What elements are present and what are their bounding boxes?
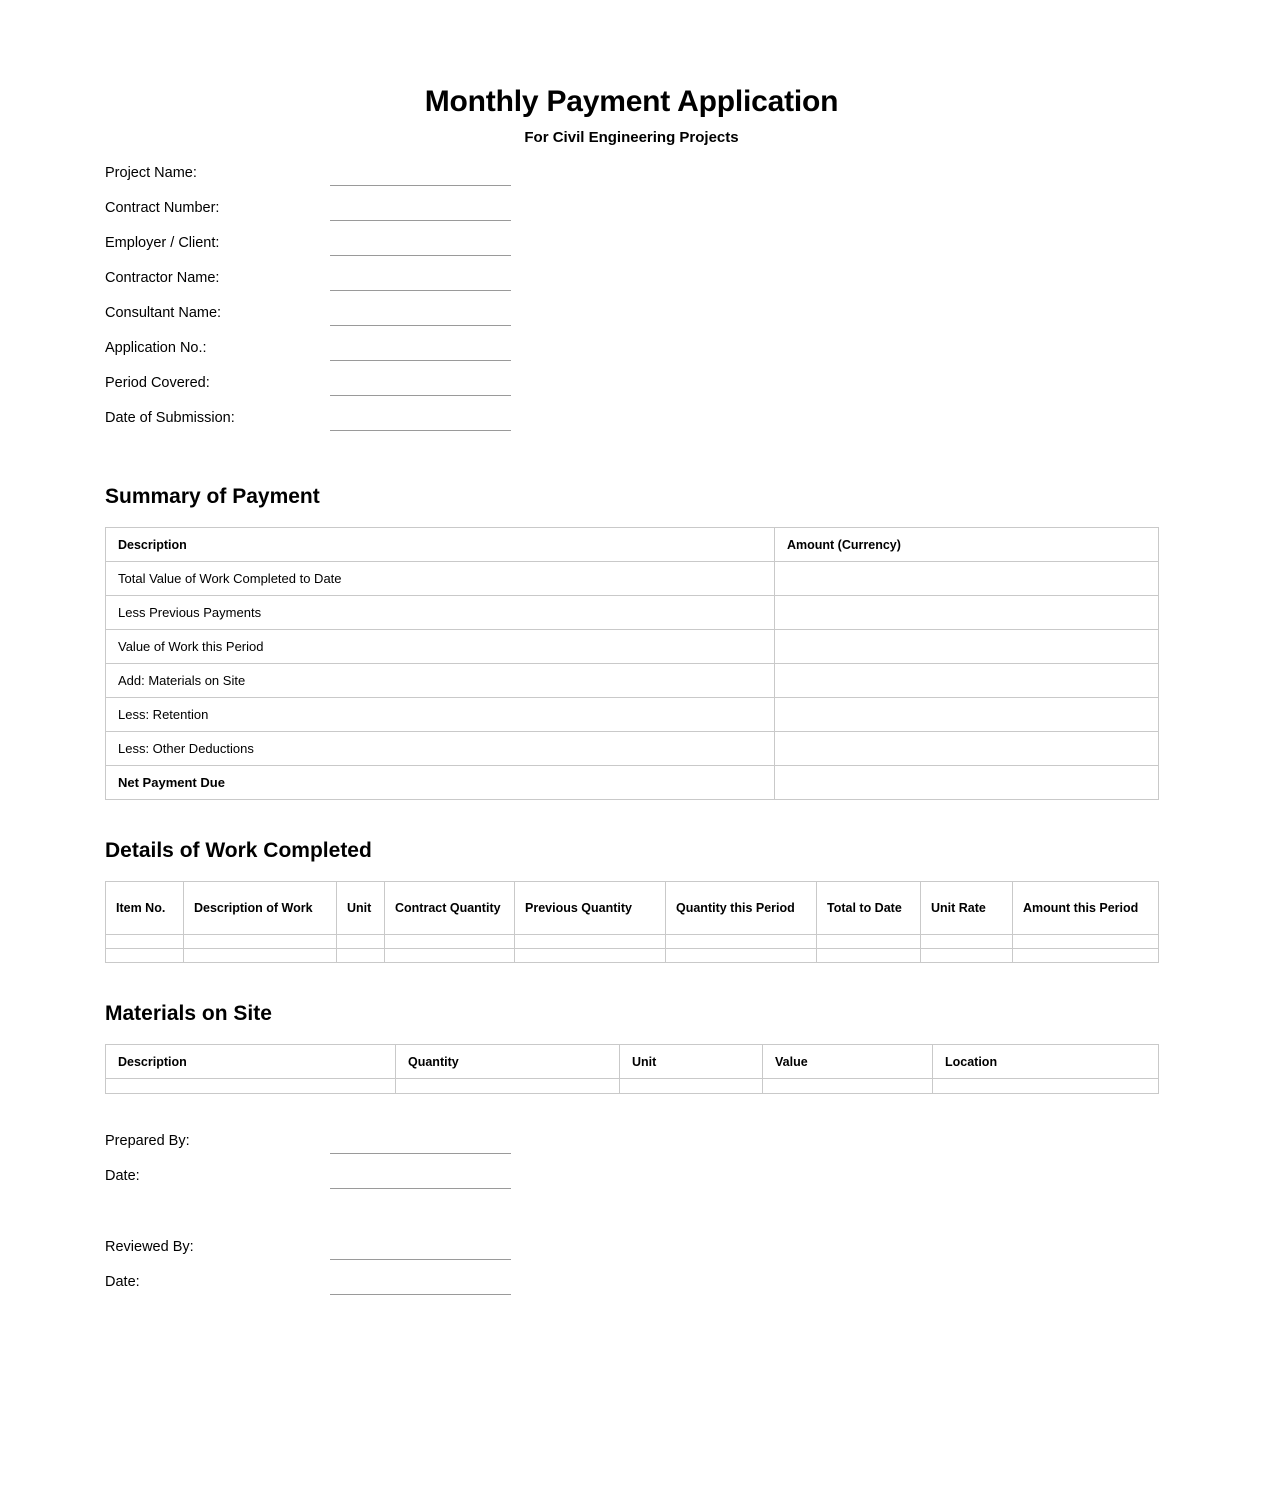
field-input-reviewed-by[interactable] [330,1259,511,1260]
field-input-reviewed-by-date[interactable] [330,1294,511,1295]
field-label-reviewed-by: Reviewed By: [105,1239,194,1255]
details-col-description-of-work: Description of Work [184,882,337,935]
field-row-project-name [105,163,1158,198]
field-label-period-covered: Period Covered: [105,375,210,391]
details-col-amount-this-period: Amount this Period [1013,882,1159,935]
field-input-contractor-name[interactable] [330,290,511,291]
table-row [106,630,1159,664]
details-col-unit: Unit [337,882,385,935]
details-cell-unit[interactable] [337,949,385,963]
details-col-quantity-this-period: Quantity this Period [666,882,817,935]
details-cell-previous-quantity[interactable] [515,935,666,949]
field-input-period-covered[interactable] [330,395,511,396]
field-input-consultant-name[interactable] [330,325,511,326]
table-row [106,664,1159,698]
summary-row-label: Total Value of Work Completed to Date [106,562,775,596]
details-cell-total-to-date[interactable] [817,949,921,963]
field-row-reviewed-by-date [105,1272,1158,1307]
table-row [106,596,1159,630]
summary-row-label: Add: Materials on Site [106,664,775,698]
field-input-date-of-submission[interactable] [330,430,511,431]
summary-of-payment-table [105,527,1159,800]
details-col-total-to-date: Total to Date [817,882,921,935]
details-cell-description-of-work[interactable] [184,935,337,949]
details-cell-contract-quantity[interactable] [385,935,515,949]
field-input-application-no[interactable] [330,360,511,361]
field-input-project-name[interactable] [330,185,511,186]
materials-col-quantity: Quantity [396,1045,620,1079]
table-header-row [106,1045,1159,1079]
details-cell-item-no[interactable] [106,949,184,963]
field-label-reviewed-by-date: Date: [105,1274,140,1290]
materials-col-unit: Unit [620,1045,763,1079]
field-label-contractor-name: Contractor Name: [105,270,220,286]
table-row [106,935,1159,949]
project-meta-fields [105,163,1158,443]
materials-cell-description[interactable] [106,1079,396,1094]
table-row [106,949,1159,963]
field-row-date-of-submission [105,408,1158,443]
details-cell-quantity-this-period[interactable] [666,949,817,963]
table-row [106,698,1159,732]
section-heading-materials-on-site: Materials on Site [105,1002,272,1025]
materials-cell-value[interactable] [763,1079,933,1094]
details-cell-item-no[interactable] [106,935,184,949]
page-title: Monthly Payment Application [424,85,839,118]
field-label-application-no: Application No.: [105,340,207,356]
summary-row-label: Less: Retention [106,698,775,732]
summary-row-amount-net-payment-due[interactable] [775,766,1159,800]
details-of-work-completed-table [105,881,1159,963]
details-cell-unit-rate[interactable] [921,935,1013,949]
details-cell-amount-this-period[interactable] [1013,949,1159,963]
details-cell-unit[interactable] [337,935,385,949]
details-col-item-no: Item No. [106,882,184,935]
field-row-contractor-name [105,268,1158,303]
table-row-net-payment-due [106,766,1159,800]
summary-row-amount[interactable] [775,630,1159,664]
field-label-prepared-by: Prepared By: [105,1133,190,1149]
field-row-period-covered [105,373,1158,408]
page-subtitle: For Civil Engineering Projects [524,129,739,146]
field-row-prepared-by [105,1131,1158,1166]
summary-row-label-net-payment-due: Net Payment Due [106,766,775,800]
table-row [106,1079,1159,1094]
table-header-row [106,882,1159,935]
field-label-date-of-submission: Date of Submission: [105,410,235,426]
field-label-contract-number: Contract Number: [105,200,220,216]
summary-row-amount[interactable] [775,664,1159,698]
details-cell-previous-quantity[interactable] [515,949,666,963]
document-content [105,0,1158,1307]
details-cell-unit-rate[interactable] [921,949,1013,963]
materials-col-description: Description [106,1045,396,1079]
materials-col-location: Location [933,1045,1159,1079]
table-row [106,732,1159,766]
summary-row-label: Value of Work this Period [106,630,775,664]
summary-row-amount[interactable] [775,562,1159,596]
field-row-prepared-by-date [105,1166,1158,1201]
field-row-consultant-name [105,303,1158,338]
section-heading-details-of-work-completed: Details of Work Completed [105,839,372,862]
field-input-prepared-by[interactable] [330,1153,511,1154]
details-col-contract-quantity: Contract Quantity [385,882,515,935]
field-label-project-name: Project Name: [105,165,197,181]
materials-cell-location[interactable] [933,1079,1159,1094]
field-row-employer-client [105,233,1158,268]
summary-row-label: Less Previous Payments [106,596,775,630]
details-cell-contract-quantity[interactable] [385,949,515,963]
details-cell-amount-this-period[interactable] [1013,935,1159,949]
field-input-contract-number[interactable] [330,220,511,221]
materials-cell-quantity[interactable] [396,1079,620,1094]
materials-col-value: Value [763,1045,933,1079]
signature-block-prepared-by [105,1131,1158,1201]
details-col-previous-quantity: Previous Quantity [515,882,666,935]
summary-row-amount[interactable] [775,698,1159,732]
field-label-prepared-by-date: Date: [105,1168,140,1184]
details-cell-quantity-this-period[interactable] [666,935,817,949]
summary-row-amount[interactable] [775,596,1159,630]
details-col-unit-rate: Unit Rate [921,882,1013,935]
summary-row-label: Less: Other Deductions [106,732,775,766]
field-input-prepared-by-date[interactable] [330,1188,511,1189]
field-row-reviewed-by [105,1237,1158,1272]
field-input-employer-client[interactable] [330,255,511,256]
materials-on-site-table [105,1044,1159,1094]
summary-col-description: Description [106,528,775,562]
field-label-employer-client: Employer / Client: [105,235,220,251]
field-row-application-no [105,338,1158,373]
summary-col-amount: Amount (Currency) [775,528,1159,562]
summary-row-amount[interactable] [775,732,1159,766]
section-heading-summary-of-payment: Summary of Payment [105,485,320,508]
signature-block-reviewed-by [105,1237,1158,1307]
details-cell-description-of-work[interactable] [184,949,337,963]
field-row-contract-number [105,198,1158,233]
table-header-row [106,528,1159,562]
materials-cell-unit[interactable] [620,1079,763,1094]
details-cell-total-to-date[interactable] [817,935,921,949]
field-label-consultant-name: Consultant Name: [105,305,222,321]
table-row [106,562,1159,596]
